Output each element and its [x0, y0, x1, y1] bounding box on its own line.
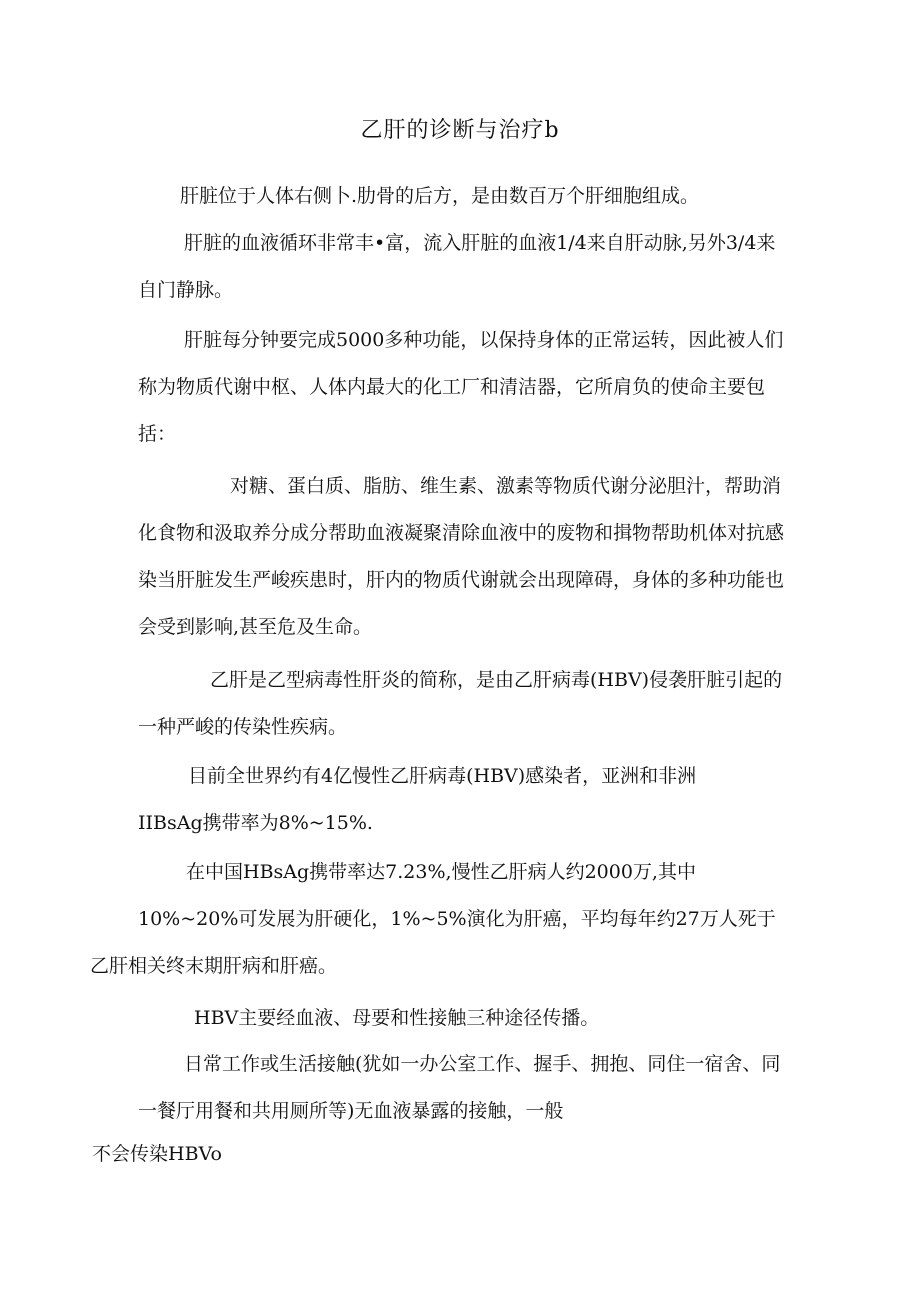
paragraph-hepatitis-b-definition: 乙肝是乙型病毒性肝炎的简称，是由乙肝病毒(HBV)侵袭肝脏引起的一种严峻的传染性疾病。	[138, 669, 783, 738]
paragraph-liver-location: 肝脏位于人体右侧卜.肋骨的后方，是由数百万个肝细胞组成。	[180, 185, 700, 207]
paragraph-daily-contact	[92, 1041, 788, 1178]
paragraph-transmission-routes: HBV主要经血液、母要和性接触三种途径传播。	[194, 1007, 600, 1029]
paragraph-line: 在中国HBsAg携带率达7.23%,慢性乙肝病人约2000万,其中	[186, 861, 696, 883]
paragraph-liver-functions: 肝脏每分钟要完成5000多种功能，以保持身体的正常运转，因此被人们称为物质代谢中枢、人体内最大的化工厂和清洁器，它所肩负的使命主要包括：	[138, 329, 784, 445]
document-title: 乙肝的诊断与治疗b	[360, 118, 560, 143]
paragraph-line: 日常工作或生活接触(犹如一办公室工作、握手、拥抱、同住一宿舍、同一餐厅用餐和共用厕所等)无血液暴露的接触，一般	[138, 1053, 781, 1122]
paragraph-china-statistics	[90, 849, 788, 990]
paragraph-global-infection	[138, 753, 788, 847]
paragraph-blood-circulation: 肝脏的血液循环非常丰•富，流入肝脏的血液1/4来自肝动脉,另外3/4来自门静脉。	[138, 232, 776, 301]
paragraph-line: IIBsAg携带率为8%~15%.	[138, 812, 373, 834]
paragraph-line: 不会传染HBVo	[92, 1143, 222, 1165]
paragraph-liver-missions: 对糖、蛋白质、脂肪、维生素、激素等物质代谢分泌胆汁，帮助消化食物和汲取养分成分帮助血液凝聚清除血液中的废物和揖物帮助机体对抗感染当肝脏发生严峻疾患时，肝内的物质代谢就会出现障碍，身体的多种功能也会受到影响,甚至危及生命。	[138, 475, 785, 638]
paragraph-line: 目前全世界约有4亿慢性乙肝病毒(HBV)感染者，亚洲和非洲	[188, 765, 697, 787]
paragraph-line: 10%~20%可发展为肝硬化，1%~5%演化为肝癌，平均每年约27万人死于乙肝相关终末期肝病和肝癌。	[90, 908, 776, 977]
